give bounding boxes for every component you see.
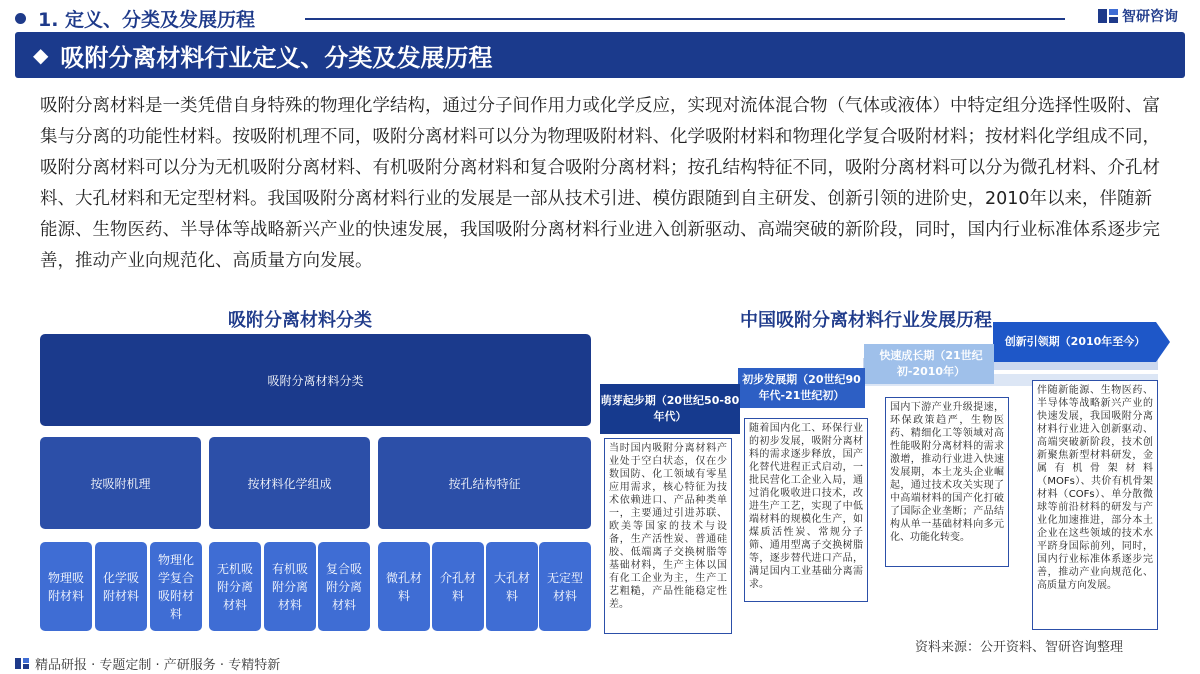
group-pore: 按孔结构特征 [378,437,591,529]
stage-3-desc: 国内下游产业升级提速，环保政策趋严，生物医药、精细化工等领域对高性能吸附分离材料的需求激增，推动行业进入快速发展期，本土龙头企业崛起，通过技术攻关实现了中高端材料的国产化打破了国际企业垄断；产品结构从单一基础材料向多元化、功能化转变。 [885,397,1009,567]
stage-2-label: 初步发展期（20世纪90年代-21世纪初） [742,373,861,402]
leaf-organic: 有机吸附分离材料 [264,542,316,631]
banner-title: 吸附分离材料行业定义、分类及发展历程 [60,43,493,72]
leaf-amorphous: 无定型材料 [539,542,591,631]
logo-text: 智研咨询 [1122,9,1178,25]
stage-2-desc: 随着国内化工、环保行业的初步发展，吸附分离材料的需求逐步释放，国产化替代进程正式启动，一批民营化工企业入局，通过消化吸收进口技术，改进生产工艺，实现了中低端材料的规模化生产，如煤质活性炭、常规分子筛、通用型离子交换树脂等，逐步替代进口产品，满足国内工业基础分离需求。 [744,418,868,602]
leaf-composite: 复合吸附分离材料 [318,542,370,631]
footer-text: 精品研报 · 专题定制 · 产研服务 · 专精特新 [35,658,281,673]
footer-logo-icon [15,657,29,670]
stage-1-desc: 当时国内吸附分离材料产业处于空白状态，仅在少数国防、化工领域有零星应用需求，核心特征为技术依赖进口、产品种类单一，主要通过引进苏联、欧美等国家的技术与设备，生产活性炭、普通硅胶、低端离子交换树脂等基础材料，生产主体以国有化工企业为主，生产工艺粗糙，产品性能稳定性差。 [604,438,732,634]
history-title: 中国吸附分离材料行业发展历程 [740,310,992,331]
leaf-chemical: 化学吸附材料 [95,542,147,631]
leaf-composite-adsorption: 物理化学复合吸附材料 [150,542,202,631]
footer [15,654,280,673]
stage-1-label: 萌芽起步期（20世纪50-80年代） [600,394,740,423]
classification-root: 吸附分离材料分类 [40,334,591,426]
brand-logo [1098,6,1178,26]
stage-4-desc: 伴随新能源、生物医药、半导体等战略新兴产业的快速发展，我国吸附分离材料行业进入创新驱动、高端突破新阶段，技术创新聚焦新型材料研发，金属有机骨架材料（MOFs）、共价有机骨架材料（COFs）、单分散微球等前沿材料的研发与产业化加速推进，部分本土企业在这些领域的技术水平跻身国际前列，同时，国内行业标准体系逐步完善，推动产业向规范化、高质量方向发展。 [1032,380,1158,630]
group-composition: 按材料化学组成 [209,437,370,529]
stage-3-label: 快速成长期（21世纪初-2010年） [879,349,983,378]
stage-4-label: 创新引领期（2010年至今） [1004,335,1146,348]
group-mechanism: 按吸附机理 [40,437,201,529]
logo-icon [1098,7,1118,25]
source-note: 资料来源：公开资料、智研咨询整理 [915,640,1124,655]
classification-title: 吸附分离材料分类 [228,310,372,331]
diamond-icon: ◆ [33,43,49,67]
intro-paragraph: 吸附分离材料是一类凭借自身特殊的物理化学结构，通过分子间作用力或化学反应，实现对流体混合物（气体或液体）中特定组分选择性吸附、富集与分离的功能性材料。按吸附机理不同，吸附分离材料可以分为物理吸附材料、化学吸附材料和物理化学复合吸附材料；按材料化学组成不同，吸附分离材料可以分为无机吸附分离材料、有机吸附分离材料和复合吸附分离材料；按孔结构特征不同，吸附分离材料可以分为微孔材料、介孔材料、大孔材料和无定型材料。我国吸附分离材料行业的发展是一部从技术引进、模仿跟随到自主研发、创新引领的进阶史，2010年以来，伴随新能源、生物医药、半导体等战略新兴产业的快速发展，我国吸附分离材料行业进入创新驱动、高端突破的新阶段，同时，国内行业标准体系逐步完善，推动产业向规范化、高质量方向发展。 [40,96,1160,271]
leaf-inorganic: 无机吸附分离材料 [209,542,261,631]
header-divider [305,18,1065,20]
leaf-macropore: 大孔材料 [486,542,538,631]
page-banner [15,32,1185,78]
leaf-micropore: 微孔材料 [378,542,430,631]
leaf-mesopore: 介孔材料 [432,542,484,631]
section-title: 1. 定义、分类及发展历程 [38,9,256,31]
leaf-physical: 物理吸附材料 [40,542,92,631]
section-bullet [15,13,26,24]
